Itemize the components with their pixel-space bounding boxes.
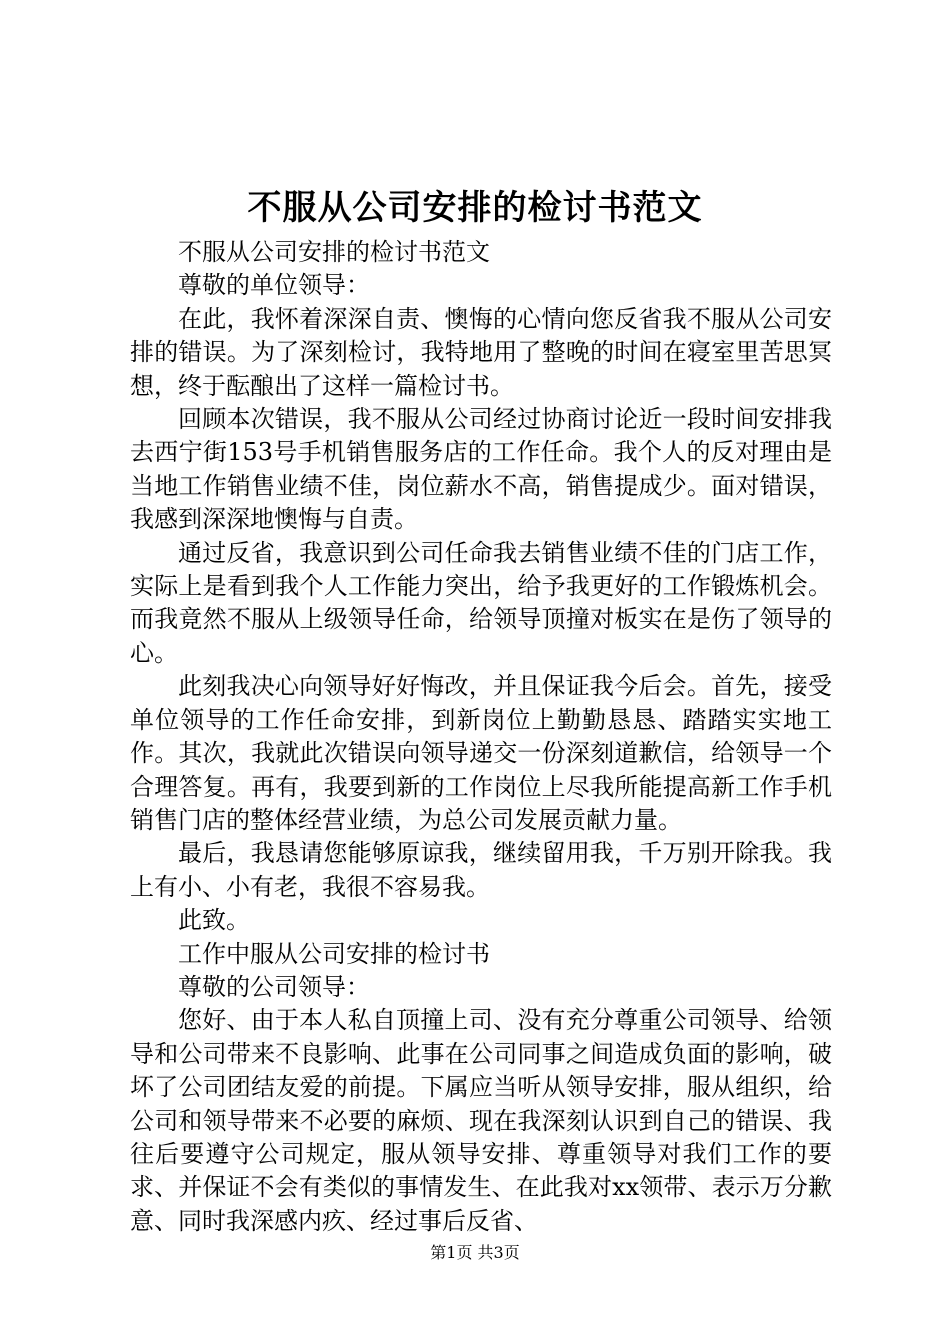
paragraph-reflection: 通过反省，我意识到公司任命我去销售业绩不佳的门店工作，实际上是看到我个人工作能力突出，给予我更好的工作锻炼机会。而我竟然不服从上级领导任命，给领导顶撞对板实在是伤了领导的心。 [130, 538, 832, 667]
paragraph-subtitle: 不服从公司安排的检讨书范文 [178, 238, 490, 266]
page-footer: 第1页 共3页 [430, 1243, 520, 1262]
paragraph-commitment: 此刻我决心向领导好好悔改，并且保证我今后会。首先，接受单位领导的工作任命安排，到新岗位上勤勤恳恳、踏踏实实地工作。其次，我就此次错误向领导递交一份深刻道歉信，给领导一个合理答复。再有，我要到新的工作岗位上尽我所能提高新工作手机销售门店的整体经营业绩，为总公司发展贡献力量。 [130, 672, 832, 834]
paragraph-second-body: 您好、由于本人私自顶撞上司、没有充分尊重公司领导、给领导和公司带来不良影响、此事在公司同事之间造成负面的影响，破坏了公司团结友爱的前提。下属应当听从领导安排，服从组织，给公司和领导带来不必要的麻烦、现在我深刻认识到自己的错误、我往后要遵守公司规定，服从领导安排、尊重领导对我们工作的要求、并保证不会有类似的事情发生、在此我对xx领带、表示万分歉意、同时我深感内疚、经过事后反省、 [130, 1006, 832, 1235]
document-title: 不服从公司安排的检讨书范文 [247, 188, 703, 228]
paragraph-sign-off: 此致。 [178, 906, 250, 935]
paragraph-second-salutation: 尊敬的公司领导： [178, 972, 370, 1001]
paragraph-review: 回顾本次错误，我不服从公司经过协商讨论近一段时间安排我去西宁街153号手机销售服务店的工作任命。我个人的反对理由是当地工作销售业绩不佳，岗位薪水不高，销售提成少。面对错误，我感到深深地懊悔与自责。 [130, 405, 832, 534]
document-body [130, 236, 832, 1238]
paragraph-opening: 在此，我怀着深深自责、懊悔的心情向您反省我不服从公司安排的错误。为了深刻检讨，我特地用了整晚的时间在寝室里苦思冥想，终于酝酿出了这样一篇检讨书。 [130, 304, 832, 400]
paragraph-closing-plea: 最后，我恳请您能够原谅我，继续留用我，千万别开除我。我上有小、小有老，我很不容易我。 [130, 839, 832, 901]
paragraph-second-title: 工作中服从公司安排的检讨书 [178, 939, 490, 968]
paragraph-salutation: 尊敬的单位领导： [178, 271, 370, 300]
